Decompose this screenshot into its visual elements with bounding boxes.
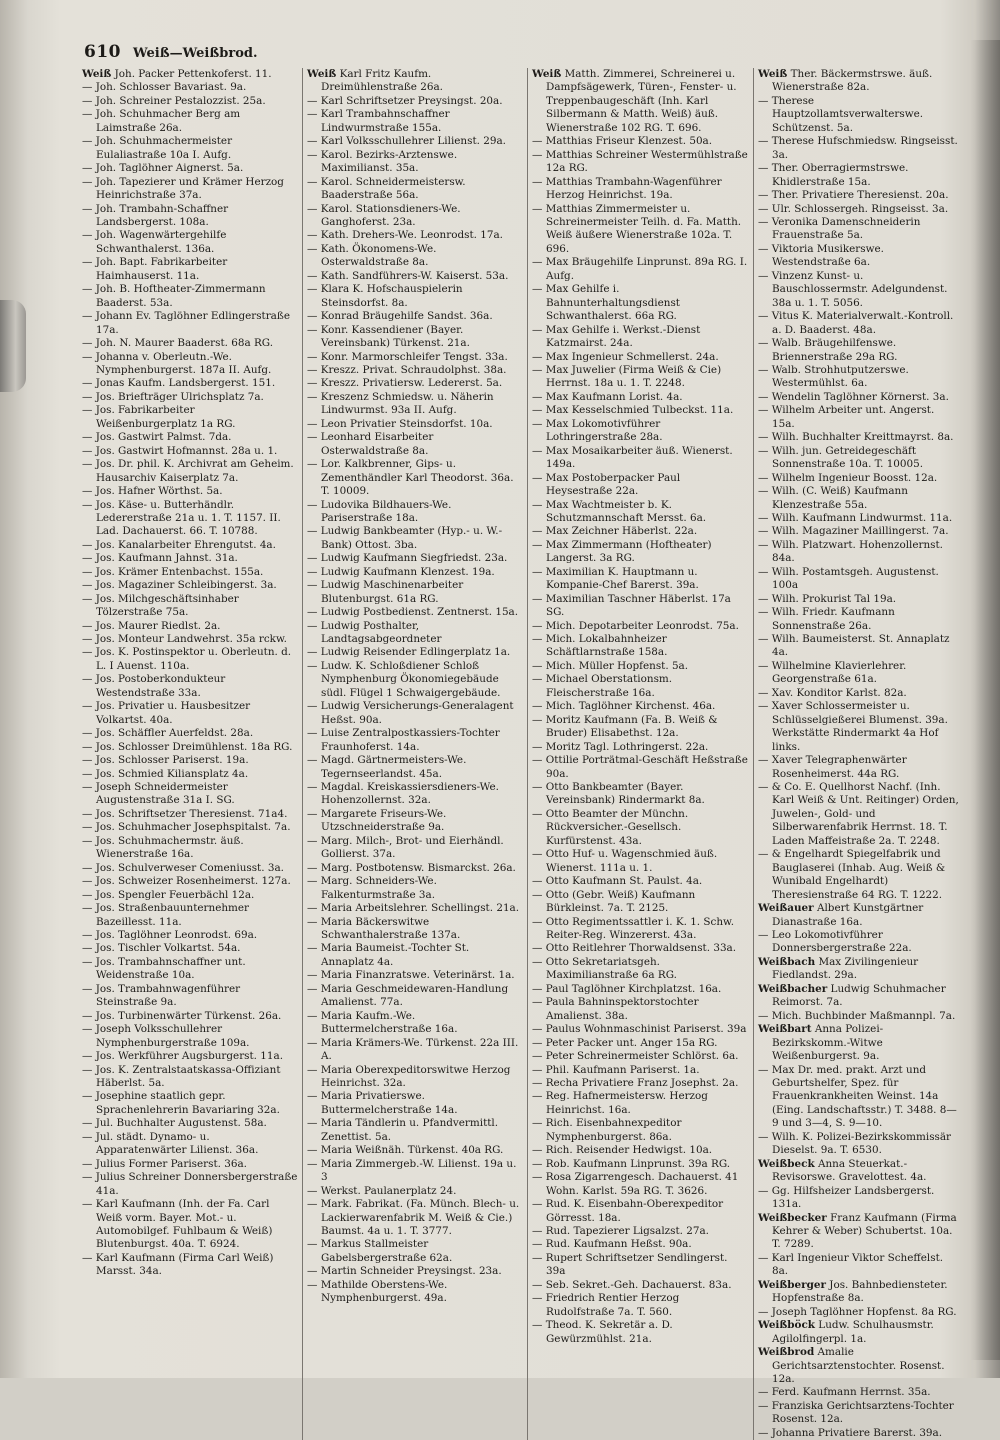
directory-entry: — Max Mosaikarbeiter äuß. Wienerst. 149a. [532, 444, 733, 471]
directory-entry: — Mark. Fabrikat. (Fa. Münch. Blech- u. Lackierwarenfabrik M. Weiß & Cie.) Baumst. 4a u. 1. T. 3777. [307, 1198, 520, 1237]
directory-entry: — Maria Oberexpeditorswitwe Herzog Heinrichst. 32a. [307, 1063, 511, 1089]
directory-entry: Weißbrod Amalie Gerichtsarztenstochter. Rosenst. 12a. [758, 1346, 945, 1385]
directory-entry: — Jos. K. Zentralstaatskassa-Offiziant Häberlst. 5a. [82, 1063, 281, 1089]
directory-entry: — Jonas Kaufm. Landsbergerst. 151. [82, 377, 276, 390]
directory-entry: — Jos. Käse- u. Butterhändlr. Ledererstraße 21a u. 1. T. 1157. II. Lad. Dachauerst. 66. T. 10788. [82, 498, 281, 538]
directory-entry: — Jos. Spengler Feuerbächl 12a. [82, 888, 255, 901]
directory-entry: Weiß Ther. Bäckermstrswe. äuß. Wienerstraße 82a. [758, 68, 933, 94]
directory-entry: — Markus Stallmeister Gabelsbergerstraße 62a. [307, 1238, 453, 1264]
directory-entry: Weiß Joh. Packer Pettenkoferst. 11. [82, 68, 272, 80]
directory-entry: — Konr. Marmorschleifer Tengst. 33a. [307, 350, 508, 363]
directory-entry: Weißbecker Franz Kaufmann (Firma Kehrer & Weber) Schubertst. 10a. T. 7289. [758, 1211, 957, 1251]
directory-entry: — Ludwig Reisender Edlingerplatz 1a. [307, 646, 511, 659]
directory-entry: — Max Kaufmann Lorist. 4a. [532, 390, 683, 403]
directory-entry: — Jos. Hafner Wörthst. 5a. [82, 485, 223, 498]
directory-entry: — Jos. Postoberkondukteur Westendstraße 33a. [82, 673, 226, 699]
directory-entry: — Max Zimmermann (Hoftheater) Langerst. 3a RG. [532, 538, 712, 565]
directory-entry: — Jos. Schäffler Auerfeldst. 28a. [82, 727, 254, 740]
directory-entry: — Jos. Werkführer Augsburgerst. 11a. [82, 1050, 284, 1063]
directory-entry: — Maria Weißnäh. Türkenst. 40a RG. [307, 1144, 504, 1157]
directory-entry: — Xaver Telegraphenwärter Rosenheimerst. 44a RG. [758, 754, 907, 780]
directory-entry: — Jos. Fabrikarbeiter Weißenburgerplatz 1a RG. [82, 404, 236, 430]
directory-entry: — Marg. Postbotensw. Bismarckst. 26a. [307, 861, 516, 874]
directory-entry: — Jos. Schweizer Rosenheimerst. 127a. [82, 875, 291, 888]
directory-entry: — Joseph Taglöhner Hopfenst. 8a RG. [758, 1305, 957, 1318]
directory-entry: — Max Lokomotivführer Lothringerstraße 28a. [532, 417, 663, 444]
directory-entry: — Kath. Ökonomens-We. Osterwaldstraße 8a. [307, 242, 437, 269]
directory-entry: — Rud. K. Eisenbahn-Oberexpeditor Görresst. 18a. [532, 1198, 724, 1224]
directory-entry: — Otto Kaufmann St. Paulst. 4a. [532, 875, 703, 888]
directory-entry: — Ottilie Porträtmal-Geschäft Heßstraße 90a. [532, 754, 748, 780]
directory-entry: — Xaver Schlossermeister u. Schlüsselgießerei Blumenst. 39a. Werkstätte Rindermarkt 4a Hof links. [758, 700, 948, 753]
directory-entry: — Max Kesselschmied Tulbeckst. 11a. [532, 404, 734, 417]
directory-entry: Weiß Karl Fritz Kaufm. Dreimühlenstraße 26a. [307, 68, 443, 94]
directory-entry: — Johanna v. Oberleutn.-We. Nymphenburgerst. 187a II. Aufg. [82, 350, 272, 376]
directory-entry: Weißauer Albert Kunstgärtner Dianastraße 16a. [758, 902, 924, 928]
directory-entry: — Magd. Gärtnermeisters-We. Tegernseerlandst. 45a. [307, 754, 467, 780]
directory-entry: — Jos. Krämer Entenbachst. 155a. [82, 565, 264, 578]
directory-entry: — Jos. Monteur Landwehrst. 35a rckw. [82, 633, 287, 646]
column-1 [82, 68, 302, 1440]
directory-entry: — Joseph Schneidermeister Augustenstraße 31a I. SG. [82, 781, 235, 807]
directory-entry: — Magdal. Kreiskassiersdieners-We. Hohenzollernst. 32a. [307, 781, 499, 807]
directory-entry: — Martin Schneider Preysingst. 23a. [307, 1265, 502, 1278]
directory-entry: — Rob. Kaufmann Linprunst. 39a RG. [532, 1157, 731, 1170]
directory-entry: — Joh. Trambahn-Schaffner Landsbergerst. 108a. [82, 202, 229, 228]
directory-entry: — Joh. Schuhmachermeister Eulaliastraße 10a I. Aufg. [82, 135, 233, 161]
directory-entry: — Karl Ingenieur Viktor Scheffelst. 8a. [758, 1251, 944, 1278]
running-head: Weiß—Weißbrod. [133, 46, 258, 61]
directory-entry: — Lor. Kalkbrenner, Gips- u. Zementhändler Karl Theodorst. 36a. T. 10009. [307, 458, 514, 498]
directory-entry: — Jos. Kanalarbeiter Ehrengutst. 4a. [82, 538, 276, 551]
directory-entry: — Ludwig Bankbeamter (Hyp.- u. W.-Bank) Ottost. 3ba. [307, 525, 503, 551]
directory-entry: — Joh. B. Hoftheater-Zimmermann Baaderst. 53a. [82, 283, 266, 309]
directory-entry: — Jos. Taglöhner Leonrodst. 69a. [82, 929, 258, 941]
directory-entry: — Maria Privatierswe. Buttermelcherstraße 14a. [307, 1090, 458, 1116]
directory-entry: — Max Postoberpacker Paul Heysestraße 22a. [532, 471, 681, 498]
directory-entry: — Jos. Schuhmachermstr. äuß. Wienerstraße 16a. [82, 834, 244, 861]
directory-entry: — Ferd. Kaufmann Herrnst. 35a. [758, 1386, 931, 1399]
directory-entry: — Karol. Stationsdieners-We. Ganghoferst. 23a. [307, 202, 461, 228]
directory-entry: — Leo Lokomotivführer Donnersbergerstraße 22a. [758, 929, 912, 955]
directory-entry: Weißbart Anna Polizei-Bezirkskomm.-Witwe Weißenburgerst. 9a. [758, 1023, 884, 1063]
directory-entry: — Joh. Schreiner Pestalozzist. 25a. [82, 94, 266, 107]
directory-entry: — Julius Schreiner Donnersbergerstraße 41a. [82, 1171, 298, 1197]
directory-entry: — Joseph Volksschullehrer Nymphenburgerstraße 109a. [82, 1023, 250, 1049]
column-2 [302, 68, 527, 1440]
directory-entry: — Jos. Schlosser Pariserst. 19a. [82, 754, 249, 767]
directory-entry: — Maria Finanzratswe. Veterinärst. 1a. [307, 969, 515, 982]
directory-entry: — Jos. Trambahnwagenführer Steinstraße 9a. [82, 982, 241, 1009]
directory-entry: — Matthias Zimmermeister u. Schreinermeister Teilh. d. Fa. Matth. Weiß äußere Wienerstraße 102a. T. 696. [532, 202, 742, 255]
directory-entry: — Paul Taglöhner Kirchplatzst. 16a. [532, 982, 722, 995]
directory-entry: — Ther. Oberragiermstrswe. Khidlerstraße 15a. [758, 162, 909, 188]
directory-entry: Weißbacher Ludwig Schuhmacher Reimorst. 7a. [758, 982, 946, 1009]
directory-entry: — Max Zeichner Häberlst. 22a. [532, 525, 698, 538]
directory-entry: — Ludwig Kaufmann Klenzest. 19a. [307, 565, 495, 578]
directory-entry: — Jul. städt. Dynamo- u. Apparatenwärter Lilienst. 36a. [82, 1130, 259, 1157]
directory-entry: — Friedrich Rentier Herzog Rudolfstraße 7a. T. 560. [532, 1292, 680, 1318]
directory-entry: — Rud. Kaufmann Heßst. 90a. [532, 1238, 692, 1251]
directory-entry: — Mich. Depotarbeiter Leonrodst. 75a. [532, 619, 739, 632]
directory-entry: — Ludwig Versicherungs-Generalagent Heßst. 90a. [307, 700, 514, 726]
directory-entry: — Jos. Schmied Kiliansplatz 4a. [82, 767, 249, 780]
directory-entry: — Karl Schriftsetzer Preysingst. 20a. [307, 94, 503, 107]
directory-entry: — Maria Geschmeidewaren-Handlung Amalienst. 77a. [307, 982, 509, 1009]
directory-entry: — Mathilde Oberstens-We. Nymphenburgerst. 49a. [307, 1278, 448, 1305]
directory-entry: Weiß Matth. Zimmerei, Schreinerei u. Dampfsägewerk, Türen-, Fenster- u. Treppenbaugeschäft (Inh. Karl Silbermann & Matth. Weiß) äuß. Wienerstraße 102 RG. T. 696. [532, 68, 737, 134]
directory-entry: Weißbach Max Zivilingenieur Fiedlandst. 29a. [758, 955, 919, 982]
directory-entry: — Otto (Gebr. Weiß) Kaufmann Bürkleinst. 7a. T. 2125. [532, 888, 696, 915]
directory-entry: — Jos. Turbinenwärter Türkenst. 26a. [82, 1009, 282, 1022]
directory-entry: — Recha Privatiere Franz Josephst. 2a. [532, 1076, 739, 1089]
directory-entry: — Mich. Müller Hopfenst. 5a. [532, 659, 689, 672]
directory-entry: — Joh. Schlosser Bavariast. 9a. [82, 81, 247, 94]
directory-entry: — Johanna Privatiere Barerst. 39a. [758, 1426, 943, 1439]
directory-entry: — Peter Packer unt. Anger 15a RG. [532, 1036, 718, 1049]
directory-entry: — Wilh. Magaziner Maillingerst. 7a. [758, 525, 949, 538]
directory-entry: — Maria Zimmergeb.-W. Lilienst. 19a u. 3 [307, 1157, 517, 1184]
directory-entry: — Leonhard Eisarbeiter Osterwaldstraße 8a. [307, 431, 434, 457]
directory-entry: — Marg. Milch-, Brot- und Eierhändl. Gollierst. 37a. [307, 834, 504, 861]
directory-entry: — Wilh. Prokurist Tal 19a. [758, 592, 897, 605]
directory-entry: — Maria Krämers-We. Türkenst. 22a III. A. [307, 1036, 519, 1063]
directory-entry: — Jos. Trambahnschaffner unt. Weidenstraße 10a. [82, 955, 246, 982]
page-header [84, 42, 257, 66]
directory-entry: — Wilh. Kaufmann Lindwurmst. 11a. [758, 511, 953, 524]
directory-entry: — Paulus Wohnmaschinist Pariserst. 39a [532, 1023, 747, 1036]
directory-entry: — Luise Zentralpostkassiers-Tochter Fraunhoferst. 14a. [307, 727, 500, 753]
directory-entry: Weißbeck Anna Steuerkat.-Revisorswe. Gravelottest. 4a. [758, 1157, 927, 1184]
directory-entry: — Julius Former Pariserst. 36a. [82, 1157, 247, 1170]
directory-entry: — Konr. Kassendiener (Bayer. Vereinsbank) Türkenst. 21a. [307, 323, 470, 350]
directory-entry: — Wilh. Buchhalter Kreittmayrst. 8a. [758, 431, 954, 444]
directory-entry: — Otto Regimentssattler i. K. 1. Schw. Reiter-Reg. Winzererst. 43a. [532, 915, 734, 941]
directory-entry: — Ludovika Bildhauers-We. Pariserstraße 18a. [307, 498, 452, 524]
directory-entry: — Jos. Straßenbauunternehmer Bazeillesst. 11a. [82, 902, 250, 928]
directory-entry: — Rupert Schriftsetzer Sendlingerst. 39a [532, 1251, 728, 1278]
directory-entry: — Kreszenz Schmiedsw. u. Näherin Lindwurmst. 93a II. Aufg. [307, 390, 494, 417]
directory-entry: — Margarete Friseurs-We. Utzschneiderstraße 9a. [307, 807, 447, 834]
directory-entry: — Otto Bankbeamter (Bayer. Vereinsbank) Rindermarkt 8a. [532, 781, 705, 807]
directory-entry: — Karl Trambahnschaffner Lindwurmstraße 155a. [307, 108, 450, 134]
directory-entry: — Ludwig Postbedienst. Zentnerst. 15a. [307, 606, 519, 619]
directory-entry: — Michael Oberstationsm. Fleischerstraße 16a. [532, 673, 673, 699]
directory-entry: — Franziska Gerichtsarztens-Tochter Rosenst. 12a. [758, 1399, 954, 1426]
directory-entry: — Rich. Eisenbahnexpeditor Nymphenburgerst. 86a. [532, 1117, 682, 1143]
directory-entry: — Seb. Sekret.-Geh. Dachauerst. 83a. [532, 1278, 732, 1291]
directory-entry: — Joh. Bapt. Fabrikarbeiter Haimhauserst. 11a. [82, 256, 228, 282]
directory-entry: — Moritz Kaufmann (Fa. B. Weiß & Bruder) Elisabethst. 12a. [532, 713, 718, 740]
directory-entry: — Karl Volksschullehrer Lilienst. 29a. [307, 135, 506, 148]
directory-entry: — & Co. E. Quellhorst Nachf. (Inh. Karl Weiß & Unt. Reitinger) Orden, Juwelen-, Gold- und Silberwarenfabrik Herrnst. 18. T. Laden Maffeistraße 2a. T. 2248. [758, 781, 959, 847]
directory-entry: — Theod. K. Sekretär a. D. Gewürzmühlst. 21a. [532, 1319, 673, 1345]
directory-entry: — Josephine staatlich gepr. Sprachenlehrerin Bavariaring 32a. [82, 1090, 280, 1116]
directory-entry: — Moritz Tagl. Lothringerst. 22a. [532, 740, 709, 753]
directory-entry: — Maria Baumeist.-Tochter St. Annaplatz 4a. [307, 942, 470, 968]
directory-entry: — Xav. Konditor Karlst. 82a. [758, 686, 907, 699]
directory-entry: — Viktoria Musikerswe. Westendstraße 6a. [758, 242, 884, 269]
directory-entry: — Matthias Schreiner Westermühlstraße 12a RG. [532, 148, 748, 175]
directory-entry: — Ludwig Posthalter, Landtagsabgeordneter [307, 619, 442, 646]
directory-entry: — Wilhelm Arbeiter unt. Angerst. 15a. [758, 404, 935, 430]
directory-entry: — Maria Arbeitslehrer. Schellingst. 21a. [307, 902, 520, 915]
directory-entry: — Mich. Lokalbahnheizer Schäftlarnstraße 158a. [532, 633, 668, 659]
directory-entry: — Wilh. Platzwart. Hohenzollernst. 84a. [758, 538, 943, 565]
directory-entry: — Klara K. Hofschauspielerin Steinsdorfst. 8a. [307, 283, 463, 309]
directory-entry: — Ludwig Kaufmann Siegfriedst. 23a. [307, 552, 508, 565]
directory-entry: — Wilh. jun. Getreidegeschäft Sonnenstraße 10a. T. 10005. [758, 444, 924, 471]
directory-entry: — Jos. Schlosser Dreimühlenst. 18a RG. [82, 740, 293, 753]
directory-entry: — Joh. Schuhmacher Berg am Laimstraße 26a. [82, 108, 241, 134]
directory-entry: — Werkst. Paulanerplatz 24. [307, 1184, 457, 1197]
directory-entry: — Leon Privatier Steinsdorfst. 10a. [307, 417, 493, 430]
directory-entry: — Mich. Buchbinder Maßmannpl. 7a. [758, 1009, 956, 1022]
directory-entry: — Walb. Strohhutputzerswe. Westermühlst. 6a. [758, 363, 909, 390]
page-number: 610 [84, 42, 121, 62]
directory-entry: — Wilhelm Ingenieur Boosst. 12a. [758, 471, 938, 484]
directory-columns [82, 68, 964, 1439]
directory-entry: — Otto Beamter der Münchn. Rückversicher.-Gesellsch. Kurfürstenst. 43a. [532, 807, 689, 847]
directory-entry: — Matthias Friseur Klenzest. 50a. [532, 135, 713, 148]
directory-entry: Weißböck Ludw. Schulhausmstr. Agilolfingerpl. 1a. [758, 1319, 934, 1345]
directory-entry: — Maximilian K. Hauptmann u. Kompanie-Chef Barerst. 39a. [532, 565, 699, 592]
directory-entry: — Otto Huf- u. Wagenschmied äuß. Wienerst. 111a u. 1. [532, 848, 718, 874]
directory-entry: — Karol. Schneidermeistersw. Baaderstraße 56a. [307, 175, 466, 202]
directory-entry: Weißberger Jos. Bahnbediensteter. Hopfenstraße 8a. [758, 1278, 948, 1305]
directory-entry: — Jos. Schuhmacher Josephspitalst. 7a. [82, 821, 291, 834]
directory-entry: — Rich. Reisender Hedwigst. 10a. [532, 1144, 713, 1157]
directory-entry: — Wilh. (C. Weiß) Kaufmann Klenzestraße 55a. [758, 485, 908, 511]
directory-entry: — Kreszz. Privatiersw. Ledererst. 5a. [307, 377, 503, 390]
directory-entry: — Maria Kaufm.-We. Buttermelcherstraße 16a. [307, 1009, 458, 1036]
directory-entry: — Max Gehilfe i. Werkst.-Dienst Katzmairst. 24a. [532, 323, 701, 350]
directory-entry: — Joh. Wagenwärtergehilfe Schwanthalerst. 136a. [82, 229, 227, 255]
column-4 [753, 68, 964, 1440]
directory-entry: — Otto Reitlehrer Thorwaldsenst. 33a. [532, 942, 737, 955]
directory-entry: — Joh. Taglöhner Aignerst. 5a. [82, 162, 244, 175]
directory-entry: — Peter Schreinermeister Schlörst. 6a. [532, 1050, 739, 1063]
directory-entry: — Jos. Magaziner Schleibingerst. 3a. [82, 579, 277, 592]
directory-entry: — Vitus K. Materialverwalt.-Kontroll. a. D. Baaderst. 48a. [758, 310, 954, 336]
directory-entry: — Marg. Schneiders-We. Falkenturmstraße 3a. [307, 875, 437, 901]
directory-entry: — Jos. Gastwirt Palmst. 7da. [82, 431, 232, 444]
directory-entry: — Maria Bäckerswitwe Schwanthalerstraße 137a. [307, 915, 461, 941]
directory-entry: — & Engelhardt Spiegelfabrik und Bauglaserei (Inhab. Aug. Weiß & Wunibald Engelhardt) Theresienstraße 64 RG. T. 1222. [758, 848, 946, 901]
directory-entry: — Karl Kaufmann (Firma Carl Weiß) Marsst. 34a. [82, 1251, 274, 1278]
directory-entry: — Jos. Schriftsetzer Theresienst. 71a4. [82, 807, 288, 820]
directory-entry: — Ludwig Maschinenarbeiter Blutenburgst. 61a RG. [307, 579, 464, 605]
directory-entry: — Phil. Kaufmann Pariserst. 1a. [532, 1063, 700, 1076]
directory-entry: — Max Gehilfe i. Bahnunterhaltungsdienst Schwanthalerst. 66a RG. [532, 283, 680, 323]
directory-entry: — Matthias Trambahn-Wagenführer Herzog Heinrichst. 19a. [532, 175, 722, 202]
binding-clip [0, 300, 26, 392]
directory-entry: — Konrad Bräugehilfe Sandst. 36a. [307, 310, 493, 323]
directory-entry: — Ludw. K. Schloßdiener Schloß Nymphenburg Ökonomiegebäude südl. Flügel 1 Schwaigergebäude. [307, 659, 501, 699]
directory-entry: — Wilh. Baumeisterst. St. Annaplatz 4a. [758, 633, 950, 659]
directory-entry: — Vinzenz Kunst- u. Bauschlossermstr. Adelgundenst. 38a u. 1. T. 5056. [758, 269, 948, 309]
directory-entry: — Max Bräugehilfe Linprunst. 89a RG. I. Aufg. [532, 256, 748, 282]
directory-entry: — Walb. Bräugehilfenswe. Briennerstraße 29a RG. [758, 337, 898, 363]
directory-entry: — Jos. Maurer Riedlst. 2a. [82, 619, 221, 632]
directory-entry: — Reg. Hafnermeistersw. Herzog Heinrichst. 16a. [532, 1090, 708, 1116]
directory-entry: — Max Wachtmeister b. K. Schutzmannschaft Mersst. 6a. [532, 498, 707, 524]
directory-entry: — Jos. K. Postinspektor u. Oberleutn. d. L. I Auenst. 110a. [82, 646, 292, 672]
directory-entry: — Jos. Gastwirt Hofmannst. 28a u. 1. [82, 444, 278, 457]
directory-entry: — Paula Bahninspektorstochter Amalienst. 38a. [532, 996, 699, 1022]
directory-entry: — Therese Hauptzollamtsverwalterswe. Schützenst. 5a. [758, 94, 924, 134]
directory-entry: — Otto Sekretariatsgeh. Maximilianstraße 6a RG. [532, 955, 677, 982]
directory-entry: — Ulr. Schlossergeh. Ringseisst. 3a. [758, 202, 949, 215]
column-3 [527, 68, 753, 1440]
directory-entry: — Joh. N. Maurer Baaderst. 68a RG. [82, 337, 274, 350]
directory-entry: — Jos. Kaufmann Jahnst. 31a. [82, 552, 238, 565]
directory-entry: — Max Dr. med. prakt. Arzt und Geburtshelfer, Spez. für Frauenkrankheiten Weinst. 14a (Eing. Landschaftsstr.) T. 3488. 8—9 und 3—4, S. 9—10. [758, 1063, 957, 1130]
directory-entry: — Karol. Bezirks-Arztenswe. Maximilianst. 35a. [307, 148, 458, 175]
directory-entry: — Jos. Tischler Volkartst. 54a. [82, 942, 241, 955]
directory-entry: — Max Juwelier (Firma Weiß & Cie) Herrnst. 18a u. 1. T. 2248. [532, 363, 722, 390]
directory-entry: — Jos. Briefträger Ulrichsplatz 7a. [82, 390, 264, 403]
directory-entry: — Jul. Buchhalter Augustenst. 58a. [82, 1117, 267, 1130]
directory-entry: — Mich. Taglöhner Kirchenst. 46a. [532, 700, 716, 713]
directory-entry: — Maria Tändlerin u. Pfandvermittl. Zenettist. 5a. [307, 1117, 499, 1143]
directory-entry: — Kreszz. Privat. Schraudolphst. 38a. [307, 363, 507, 376]
directory-entry: — Rud. Tapezierer Ligsalzst. 27a. [532, 1224, 709, 1237]
directory-entry: — Joh. Tapezierer und Krämer Herzog Heinrichstraße 37a. [82, 175, 284, 202]
directory-entry: — Jos. Milchgeschäftsinhaber Tölzerstraße 75a. [82, 592, 239, 619]
directory-entry: — Jos. Dr. phil. K. Archivrat am Geheim. Hausarchiv Kaiserplatz 7a. [82, 458, 294, 484]
directory-entry: — Wilh. Friedr. Kaufmann Sonnenstraße 26a. [758, 606, 895, 632]
directory-entry: — Wilh. Postamtsgeh. Augustenst. 100a [758, 565, 939, 592]
directory-entry: — Jos. Privatier u. Hausbesitzer Volkartst. 40a. [82, 700, 251, 726]
directory-entry: — Wilh. K. Polizei-Bezirkskommissär Dieselst. 9a. T. 6530. [758, 1130, 952, 1157]
directory-entry: — Max Ingenieur Schmellerst. 24a. [532, 350, 719, 363]
directory-entry: — Gg. Hilfsheizer Landsbergerst. 131a. [758, 1184, 935, 1211]
directory-entry: — Ther. Privatiere Theresienst. 20a. [758, 189, 949, 202]
directory-entry: — Johann Ev. Taglöhner Edlingerstraße 17a. [82, 310, 290, 336]
directory-entry: — Kath. Sandführers-W. Kaiserst. 53a. [307, 269, 509, 282]
directory-entry: — Jos. Schulverweser Comeniusst. 3a. [82, 861, 284, 874]
directory-entry: — Veronika Damenschneiderin Frauenstraße 5a. [758, 215, 921, 242]
directory-entry: — Wilhelmine Klavierlehrer. Georgenstraße 61a. [758, 659, 907, 686]
page-edge-shadow [970, 40, 1000, 1360]
directory-entry: — Rosa Zigarrengesch. Dachauerst. 41 Wohn. Karlst. 59a RG. T. 3626. [532, 1171, 739, 1197]
directory-entry: — Karl Kaufmann (Inh. der Fa. Carl Weiß vorm. Bayer. Mot.- u. Automobilgef. Fuhlbaum & Weiß) Blutenburgst. 40a. T. 6924. [82, 1198, 273, 1251]
directory-entry: — Kath. Drehers-We. Leonrodst. 17a. [307, 229, 503, 242]
directory-entry: — Wendelin Taglöhner Körnerst. 3a. [758, 390, 949, 403]
directory-entry: — Maximilian Taschner Häberlst. 17a SG. [532, 592, 731, 619]
directory-entry: — Therese Hufschmiedsw. Ringseisst. 3a. [758, 135, 958, 161]
